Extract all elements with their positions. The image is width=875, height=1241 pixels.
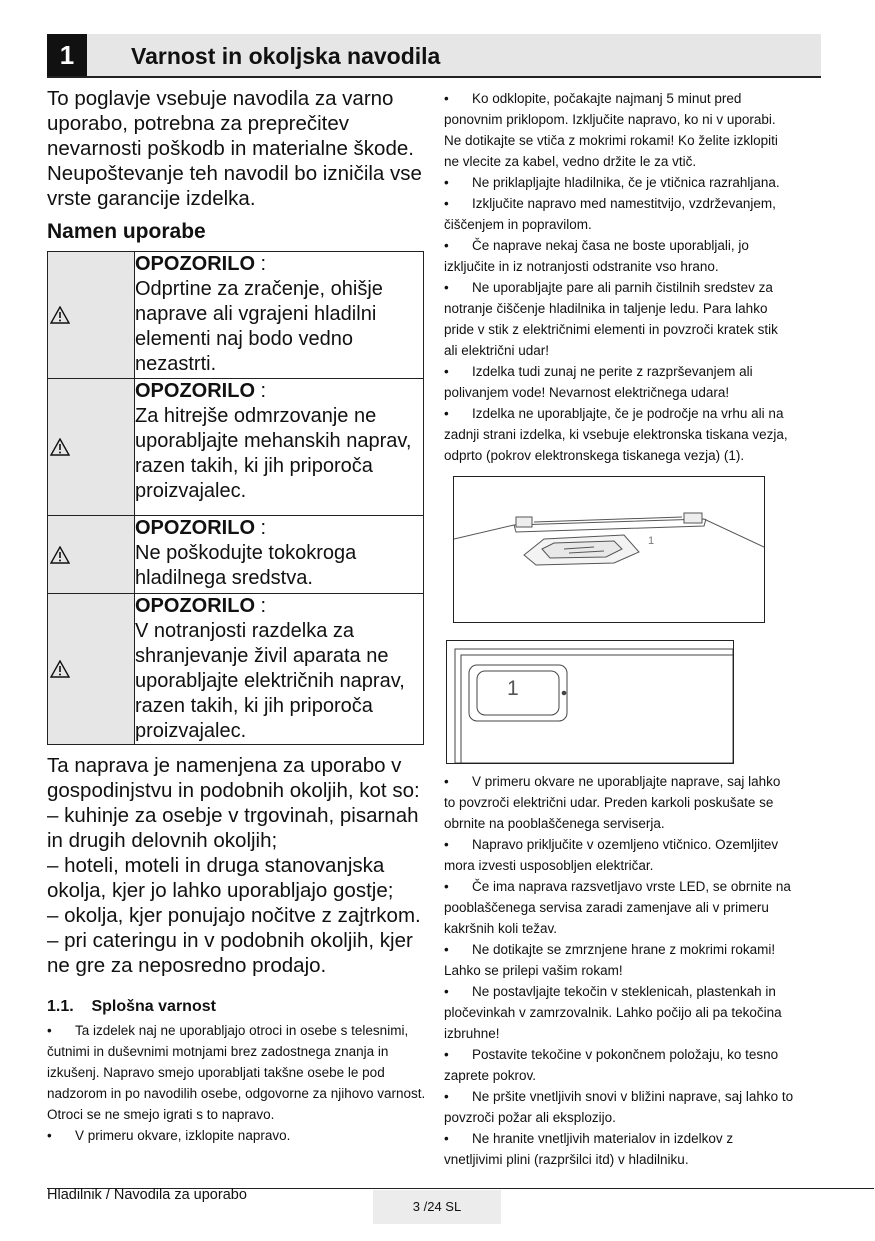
warning-text: Ne poškodujte tokokroga hladilnega sredstva. xyxy=(135,542,357,589)
footer-title: Hladilnik / Navodila za uporabo xyxy=(47,1187,247,1203)
bullet-glyph: • xyxy=(444,774,449,789)
warning-row xyxy=(48,379,424,516)
bullet-glyph: • xyxy=(444,942,449,957)
bullet-item xyxy=(444,361,794,403)
figure-pcb-top xyxy=(453,476,765,623)
bullet-glyph: • xyxy=(444,837,449,852)
bullet-glyph: • xyxy=(444,238,449,253)
usage-item: – kuhinje za osebje v trgovinah, pisarnah in drugih delovnih okoljih; xyxy=(47,804,419,852)
namen-heading: Namen uporabe xyxy=(47,220,206,243)
bullet-glyph: • xyxy=(444,879,449,894)
bullet-glyph: • xyxy=(47,1023,52,1038)
bullet-glyph: • xyxy=(444,364,449,379)
bullet-item xyxy=(444,403,794,466)
bullet-item xyxy=(444,876,794,939)
warning-icon-cell xyxy=(48,516,135,594)
bullet-text: Če naprave nekaj časa ne boste uporabljali, jo izključite in iz notranjosti odstranite vso hrano. xyxy=(444,238,749,274)
bullet-text: Ne pršite vnetljivih snovi v bližini naprave, saj lahko to povzroči požar ali eksplozijo. xyxy=(444,1089,794,1125)
fridge-top-illustration xyxy=(454,477,764,622)
bullet-glyph: • xyxy=(444,175,449,190)
warning-text: Odprtine za zračenje, ohišje naprave ali vgrajeni hladilni elementi naj bodo vedno nezastrti. xyxy=(135,278,383,375)
chapter-title: Varnost in okoljska navodila xyxy=(131,43,441,69)
bullet-item xyxy=(47,1125,427,1146)
figure-pcb-interior xyxy=(446,640,734,764)
section-heading-general-safety xyxy=(47,998,427,1016)
bullet-item xyxy=(47,1020,427,1125)
fridge-interior-illustration xyxy=(447,641,733,763)
figure-label: 1 xyxy=(648,535,655,547)
bullet-text: Napravo priključite v ozemljeno vtičnico. Ozemljitev mora izvesti usposobljen električar. xyxy=(444,837,779,873)
warning-icon xyxy=(50,660,70,678)
warning-text-cell xyxy=(135,594,424,745)
warning-row xyxy=(48,516,424,594)
bullet-text: Ko odklopite, počakajte najmanj 5 minut pred ponovnim priklopom. Izključite napravo, ko ni v uporabi. Ne dotikajte se vtiča z mokrimi rokami! Ko želite izklopiti ne vlecite za kabel, vedno držite le za vtič. xyxy=(444,91,778,169)
usage-item: – pri cateringu in v podobnih okoljih, kjer ne gre za neposredno prodajo. xyxy=(47,929,413,977)
warning-table xyxy=(47,251,424,745)
bullet-item xyxy=(444,771,794,834)
warning-colon: : xyxy=(255,517,267,539)
usage-item: – hoteli, moteli in druga stanovanjska okolja, kjer jo lahko uporabljajo gostje; xyxy=(47,854,394,902)
usage-item: – okolja, kjer ponujajo nočitve z zajtrkom. xyxy=(47,904,421,927)
bullet-text: Ne hranite vnetljivih materialov in izdelkov z vnetljivimi plini (razpršilci itd) v hladilniku. xyxy=(444,1131,734,1167)
warning-label: OPOZORILO xyxy=(135,517,255,539)
bullet-glyph: • xyxy=(444,91,449,106)
chapter-number: 1 xyxy=(47,34,87,76)
warning-icon-cell xyxy=(48,379,135,516)
bullet-glyph: • xyxy=(444,280,449,295)
warning-icon xyxy=(50,438,70,456)
warning-text-cell xyxy=(135,252,424,379)
figure-label: 1 xyxy=(507,677,519,700)
bullet-glyph: • xyxy=(444,1047,449,1062)
bullet-glyph: • xyxy=(444,1089,449,1104)
right-column-bottom xyxy=(444,771,794,1170)
bullet-glyph: • xyxy=(444,406,449,421)
warning-row xyxy=(48,594,424,745)
warning-text-cell xyxy=(135,516,424,594)
warning-icon xyxy=(50,546,70,564)
warning-row xyxy=(48,252,424,379)
bullet-item xyxy=(444,1086,794,1128)
usage-section xyxy=(47,753,427,978)
bullet-item xyxy=(444,172,794,193)
bullet-item xyxy=(444,277,794,361)
bullet-glyph: • xyxy=(444,1131,449,1146)
warning-icon-cell xyxy=(48,594,135,745)
warning-colon: : xyxy=(255,380,267,402)
bullet-item xyxy=(444,834,794,876)
section-number: 1.1. xyxy=(47,998,74,1015)
warning-label: OPOZORILO xyxy=(135,253,255,275)
warning-text: Za hitrejše odmrzovanje ne uporabljajte mehanskih naprav, razen takih, ki jih priporoča proizvajalec. xyxy=(135,405,412,502)
bullet-item xyxy=(444,939,794,981)
bullet-item xyxy=(444,88,794,172)
bullet-text: Postavite tekočine v pokončnem položaju, ko tesno zaprete pokrov. xyxy=(444,1047,779,1083)
bullet-text: Ne uporabljajte pare ali parnih čistilnih sredstev za notranje čiščenje hladilnika in taljenje ledu. Para lahko pride v stik z električnimi elementi in povzroči kratek stik ali električni udar! xyxy=(444,280,778,358)
bullet-text: Izdelka ne uporabljajte, če je področje na vrhu ali na zadnji strani izdelka, ki vsebuje elektronska tiskana vezja, odprto (pokrov elektronskega tiskanega vezja) (1). xyxy=(444,406,788,463)
bullet-item xyxy=(444,1044,794,1086)
page-number: 3 /24 SL xyxy=(373,1190,501,1224)
bullet-item xyxy=(444,1128,794,1170)
bullet-glyph: • xyxy=(444,196,449,211)
warning-icon-cell xyxy=(48,252,135,379)
warning-text-cell xyxy=(135,379,424,516)
bullet-text: Izdelka tudi zunaj ne perite z razprševanjem ali polivanjem vode! Nevarnost električnega udara! xyxy=(444,364,753,400)
section-title: Splošna varnost xyxy=(91,998,216,1015)
bullet-glyph: • xyxy=(47,1128,52,1143)
bullet-text: Če ima naprava razsvetljavo vrste LED, se obrnite na pooblaščenega servisa zaradi zamenjave ali v primeru kakršnih koli težav. xyxy=(444,879,791,936)
chapter-header xyxy=(47,34,821,78)
intro-paragraph: To poglavje vsebuje navodila za varno uporabo, potrebna za preprečitev nevarnosti poškodb in materialne škode. Neupoštevanje teh navodil bo izničila vse vrste garancije izdelka. xyxy=(47,87,422,210)
warning-colon: : xyxy=(255,595,267,617)
warning-label: OPOZORILO xyxy=(135,380,255,402)
warning-icon xyxy=(50,306,70,324)
bullet-text: Ne dotikajte se zmrznjene hrane z mokrimi rokami! Lahko se prilepi vašim rokam! xyxy=(444,942,776,978)
left-column xyxy=(47,86,427,1146)
bullet-item xyxy=(444,981,794,1044)
bullet-text: V primeru okvare, izklopite napravo. xyxy=(75,1128,291,1143)
usage-intro: Ta naprava je namenjena za uporabo v gospodinjstvu in podobnih okoljih, kot so: xyxy=(47,754,420,802)
bullet-item xyxy=(444,193,794,235)
warning-text: V notranjosti razdelka za shranjevanje živil aparata ne uporabljajte električnih naprav, razen takih, ki jih priporoča proizvajalec. xyxy=(135,620,405,742)
bullet-text: Ne priklapljajte hladilnika, če je vtičnica razrahljana. xyxy=(472,175,780,190)
warning-colon: : xyxy=(255,253,267,275)
bullet-item xyxy=(444,235,794,277)
bullet-text: Ne postavljajte tekočin v steklenicah, plastenkah in pločevinkah v zamrzovalnik. Lahko počijo ali pa tekočina izbruhne! xyxy=(444,984,782,1041)
bullet-glyph: • xyxy=(444,984,449,999)
right-column-top xyxy=(444,88,794,466)
bullet-text: Izključite napravo med namestitvijo, vzdrževanjem, čiščenjem in popravilom. xyxy=(444,196,776,232)
bullet-text: Ta izdelek naj ne uporabljajo otroci in osebe s telesnimi, čutnimi in duševnimi motnjami brez zadostnega znanja in izkušenj. Napravo smejo uporabljati takšne osebe le pod nadzorom in po navodilih osebe, odgovorne za njihovo varnost. Otroci se ne smejo igrati s to napravo. xyxy=(47,1023,426,1122)
bullet-text: V primeru okvare ne uporabljajte naprave, saj lahko to povzroči električni udar. Preden karkoli poskušate se obrnite na pooblaščenega serviserja. xyxy=(444,774,781,831)
warning-label: OPOZORILO xyxy=(135,595,255,617)
